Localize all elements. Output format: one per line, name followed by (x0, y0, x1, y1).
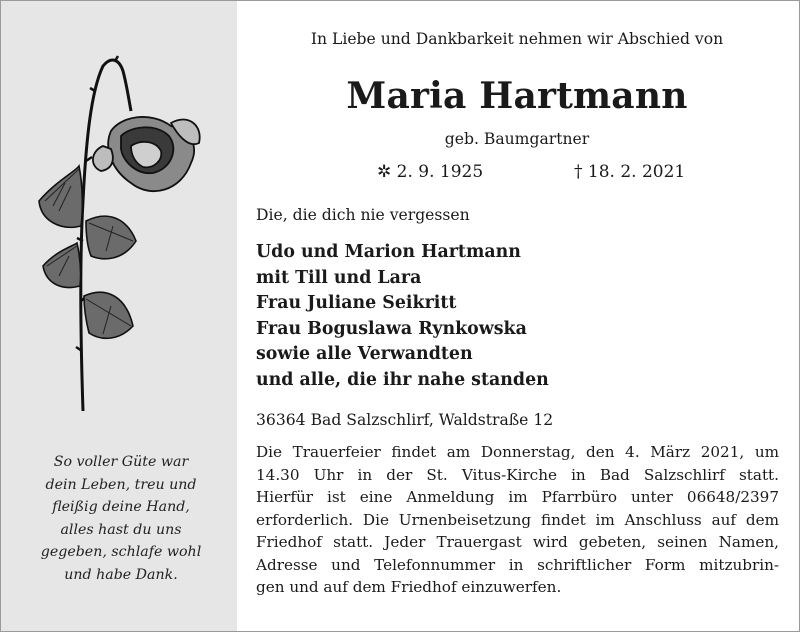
mourner-line: und alle, die ihr nahe standen (256, 369, 549, 390)
maiden-name: geb. Baumgartner (444, 130, 590, 148)
intro-line: In Liebe und Dankbarkeit nehmen wir Abschied von (310, 30, 724, 48)
mourners-list (256, 240, 549, 394)
left-panel (1, 1, 237, 631)
notice-line: Die Trauerfeier findet am Donnerstag, den 4. März 2021, um (256, 443, 779, 461)
wilted-rose-icon (31, 51, 211, 421)
memorial-poem (11, 451, 231, 587)
death-date: † 18. 2. 2021 (574, 162, 686, 182)
poem-line: alles hast du uns (60, 521, 182, 538)
funeral-notice (256, 441, 779, 599)
deceased-name: Maria Hartmann (346, 75, 688, 117)
mourner-line: mit Till und Lara (256, 267, 422, 288)
notice-line: Friedhof statt. Jeder Trauergast wird gebeten, seinen Namen, (256, 533, 779, 551)
main-text-column (237, 0, 800, 632)
notice-line: 14.30 Uhr in der St. Vitus-Kirche in Bad Salzschlirf statt. (256, 465, 779, 484)
family-address: 36364 Bad Salzschlirf, Waldstraße 12 (256, 411, 554, 429)
poem-line: gegeben, schlafe wohl (40, 544, 202, 561)
notice-line: gen und auf dem Friedhof einzuwerfen. (256, 578, 562, 596)
mourner-line: sowie alle Verwandten (256, 344, 473, 365)
poem-line: fleißig deine Hand, (52, 499, 190, 516)
notice-line: Adresse und Telefonnummer in schriftlicher Form mitzubrin- (256, 555, 779, 574)
notice-line: Hierfür ist eine Anmeldung im Pfarrbüro unter 06648/2397 (256, 488, 779, 506)
poem-line: So voller Güte war (53, 454, 189, 470)
mourners-intro: Die, die dich nie vergessen (256, 206, 470, 224)
mourner-line: Udo und Marion Hartmann (256, 242, 521, 262)
notice-line: erforderlich. Die Urnenbeisetzung findet im Anschluss auf dem (256, 510, 779, 529)
mourner-line: Frau Juliane Seikritt (256, 293, 457, 314)
poem-line: dein Leben, treu und (45, 476, 197, 493)
mourner-line: Frau Boguslawa Rynkowska (256, 318, 527, 339)
poem-line: und habe Dank. (64, 566, 178, 583)
birth-date: ✲ 2. 9. 1925 (377, 162, 484, 182)
